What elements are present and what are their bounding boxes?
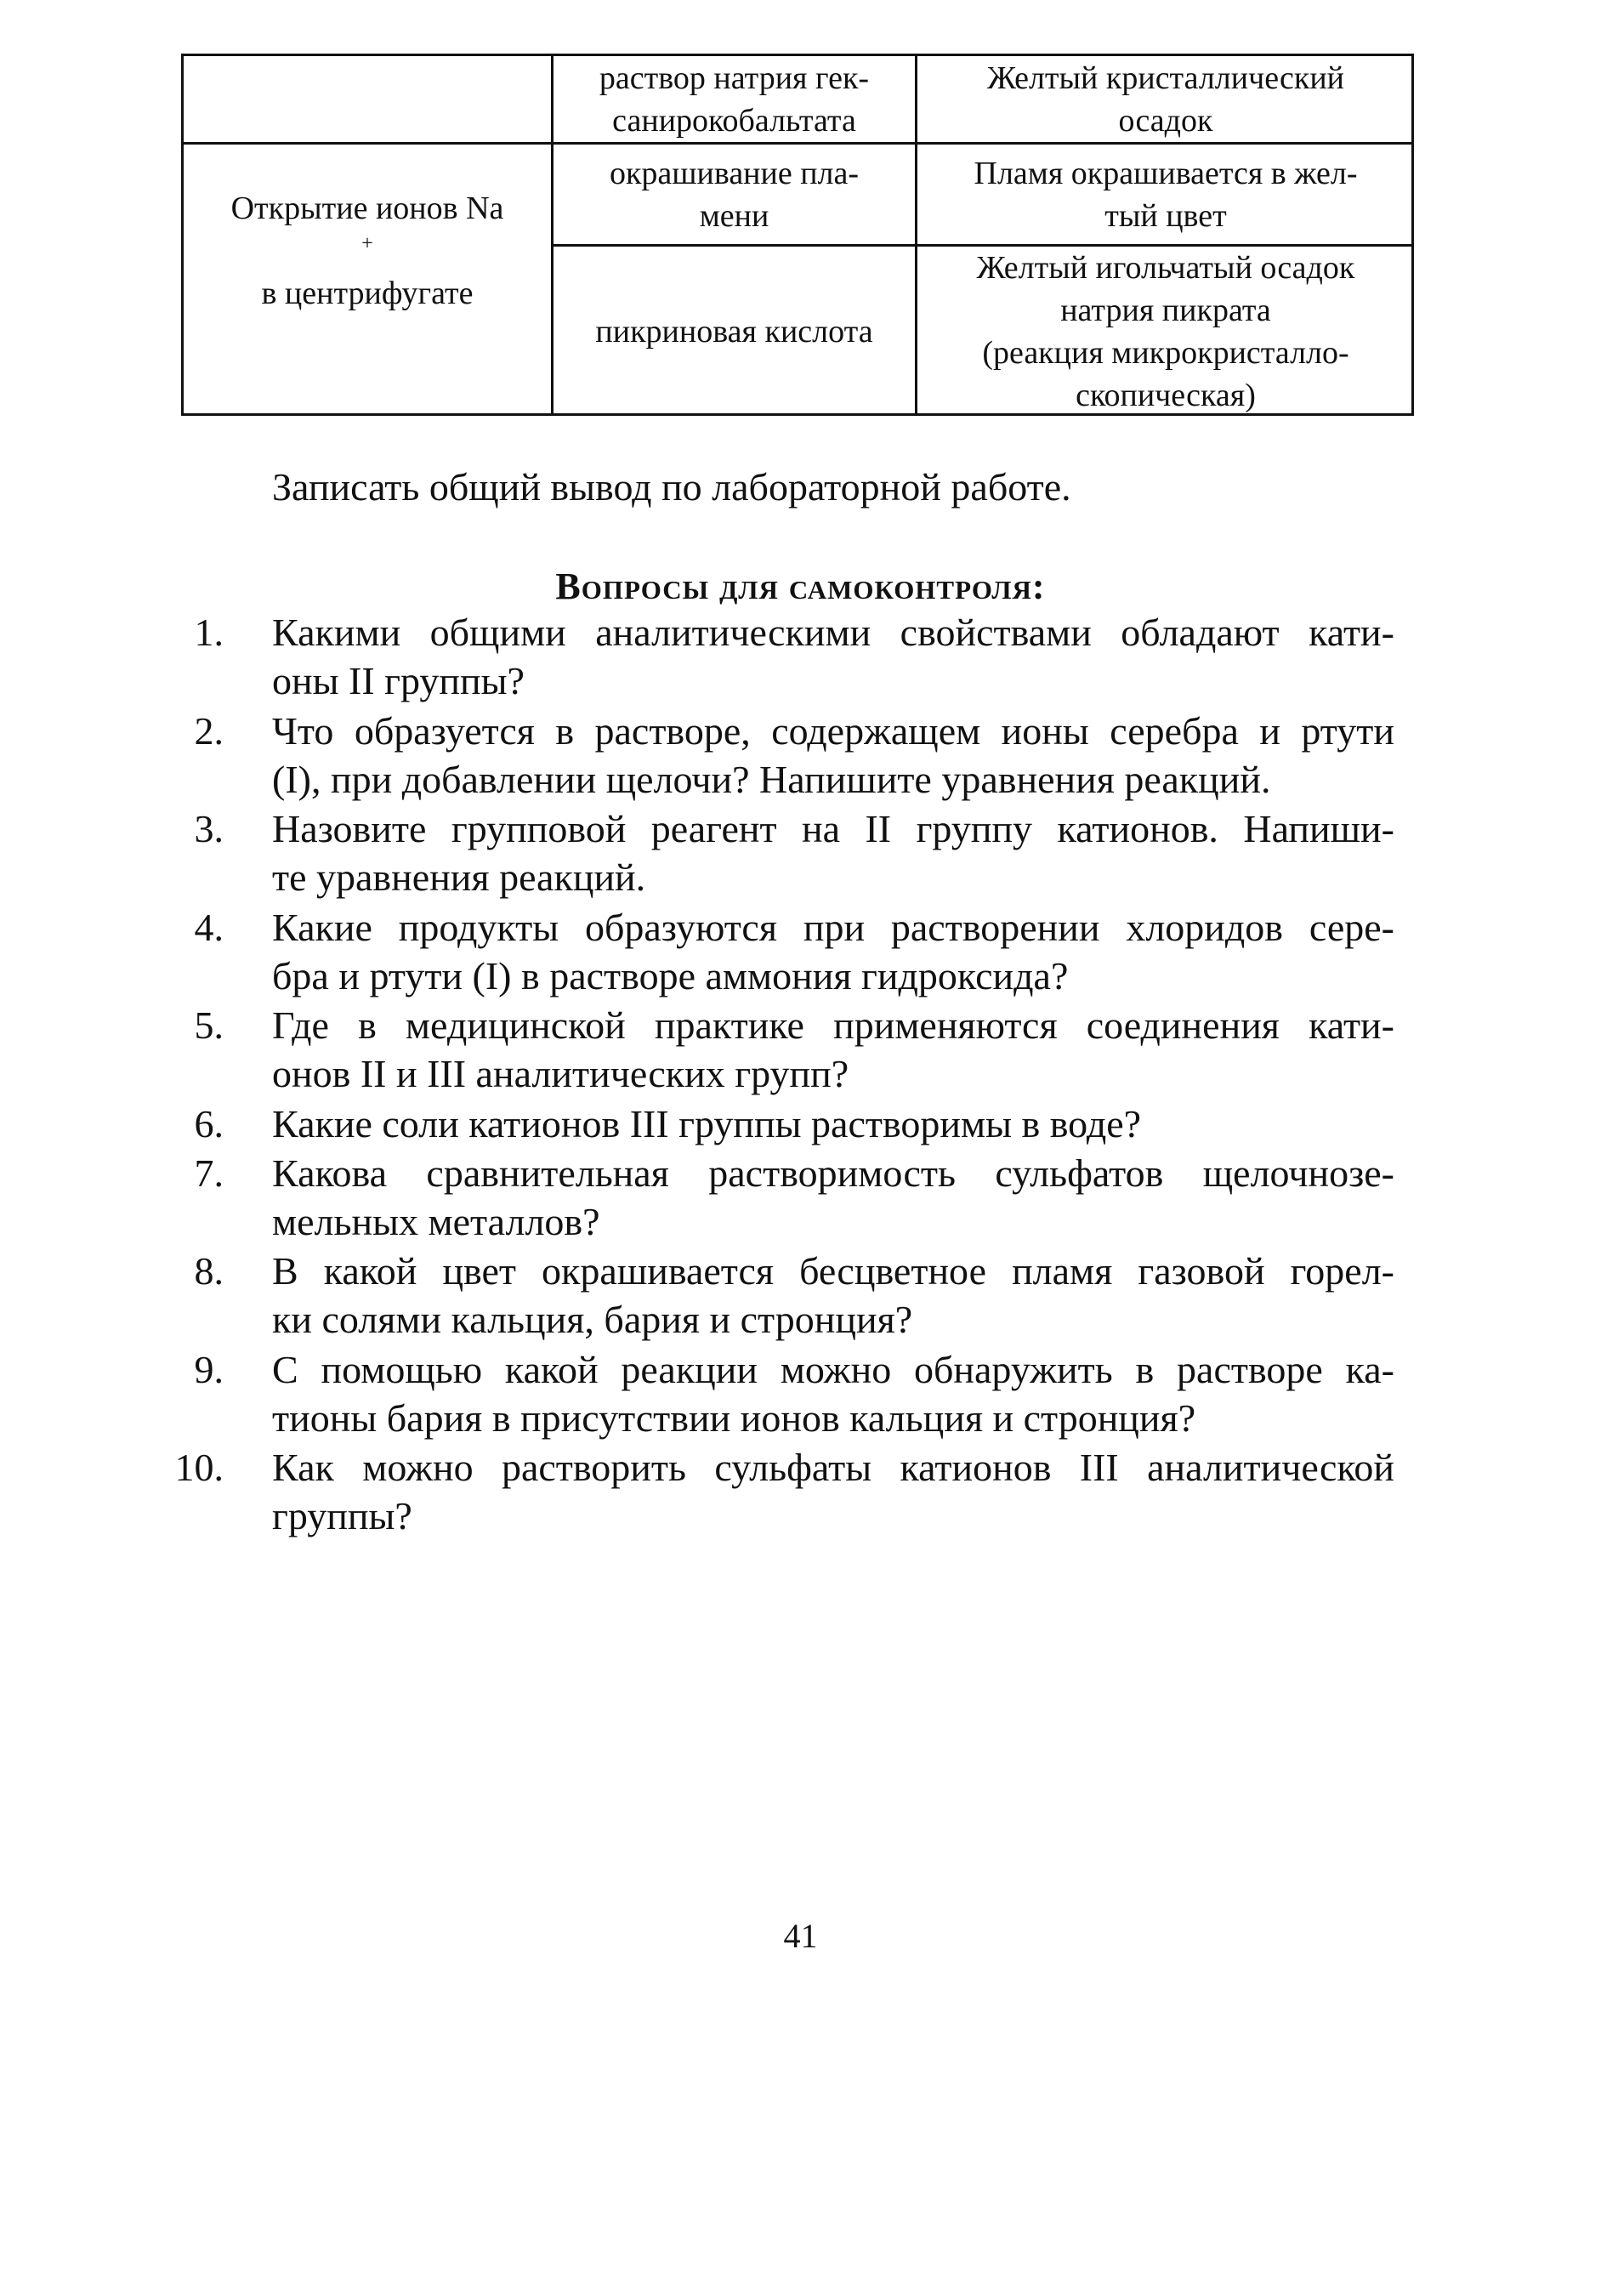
question-text <box>272 804 1394 901</box>
question-line: онов II и III аналитических групп? <box>272 1052 849 1095</box>
table-cell-reagent <box>554 145 915 244</box>
table-cell-empty <box>184 56 551 142</box>
cell-line: раствор натрия гек- <box>599 60 870 96</box>
cell-line: тый цвет <box>1104 197 1227 234</box>
question-text <box>272 608 1394 705</box>
cell-line <box>231 187 504 272</box>
question-text <box>272 903 1394 1000</box>
cell-line: санирокобальтата <box>612 102 856 139</box>
question-number: 10. <box>174 1446 224 1489</box>
question-number: 1. <box>194 611 224 654</box>
question-number: 4. <box>194 906 224 949</box>
question-line: Что образуется в растворе, содержащем ионы серебра и ртути <box>272 709 1394 753</box>
cell-line: осадок <box>1118 102 1213 139</box>
question-number: 6. <box>194 1102 224 1145</box>
question-line: оны II группы? <box>272 659 525 702</box>
question-line: Назовите групповой реагент на II группу катионов. Напиши- <box>272 807 1394 850</box>
question-number: 3. <box>194 807 224 850</box>
cell-line: окрашивание пла- <box>609 155 860 191</box>
question-line: ки солями кальция, бария и стронция? <box>272 1298 913 1341</box>
cell-line: в центрифугате <box>261 275 474 311</box>
cell-line: скопическая) <box>1076 377 1256 413</box>
procedure-text: Открытие ионов Na <box>230 190 504 226</box>
table-cell-result <box>917 247 1414 416</box>
cell-line: пикриновая кислота <box>595 313 873 350</box>
question-text <box>272 1100 1394 1148</box>
question-line: (I), при добавлении щелочи? Напишите уравнения реакций. <box>272 758 1271 801</box>
conclusion-instruction: Записать общий вывод по лабораторной работе. <box>272 465 1071 509</box>
question-number: 7. <box>194 1151 224 1195</box>
question-line: Где в медицинской практике применяются соединения кати- <box>272 1003 1394 1047</box>
question-text <box>272 1149 1394 1246</box>
question-text <box>272 707 1394 804</box>
table-cell-procedure <box>184 145 551 416</box>
cell-line: (реакция микрокристалло- <box>982 334 1349 371</box>
question-text <box>272 1247 1394 1344</box>
table-cell-reagent <box>554 247 915 416</box>
cell-line: Пламя окрашивается в жел- <box>974 155 1358 191</box>
cell-line: мени <box>699 197 769 234</box>
question-line: мельных металлов? <box>272 1200 600 1243</box>
page-number: 41 <box>783 1917 818 1955</box>
question-line: группы? <box>272 1494 412 1537</box>
question-line: Какими общими аналитическими свойствами обладают кати- <box>272 611 1394 654</box>
table-cell-reagent <box>554 56 915 142</box>
question-line: бра и ртути (I) в растворе аммония гидроксида? <box>272 954 1069 997</box>
question-line: Как можно растворить сульфаты катионов III аналитической <box>272 1446 1394 1489</box>
question-number: 5. <box>194 1003 224 1047</box>
question-number: 9. <box>194 1348 224 1391</box>
cell-line: Желтый кристаллический <box>986 60 1345 96</box>
charge-superscript: + <box>361 231 373 254</box>
cell-line: натрия пикрата <box>1060 292 1271 328</box>
reactions-table <box>181 54 1414 416</box>
question-line: тионы бария в присутствии ионов кальция и стронция? <box>272 1396 1196 1440</box>
question-text <box>272 1345 1394 1442</box>
table-cell-result <box>917 145 1414 244</box>
question-text <box>272 1001 1394 1098</box>
question-line: Какие соли катионов III группы растворимы в воде? <box>272 1102 1142 1145</box>
question-line: Какие продукты образуются при растворении хлоридов сере- <box>272 906 1394 949</box>
question-text <box>272 1443 1394 1540</box>
question-line: Какова сравнительная растворимость сульфатов щелочнозе- <box>272 1151 1394 1195</box>
question-number: 2. <box>194 709 224 753</box>
question-line: В какой цвет окрашивается бесцветное пламя газовой горел- <box>272 1249 1394 1293</box>
question-line: те уравнения реакций. <box>272 855 646 899</box>
table-cell-result <box>917 56 1414 142</box>
questions-heading: Вопросы для самоконтроля: <box>555 565 1046 607</box>
cell-line: Желтый игольчатый осадок <box>976 249 1355 286</box>
question-line: С помощью какой реакции можно обнаружить в растворе ка- <box>272 1348 1394 1391</box>
question-number: 8. <box>194 1249 224 1293</box>
